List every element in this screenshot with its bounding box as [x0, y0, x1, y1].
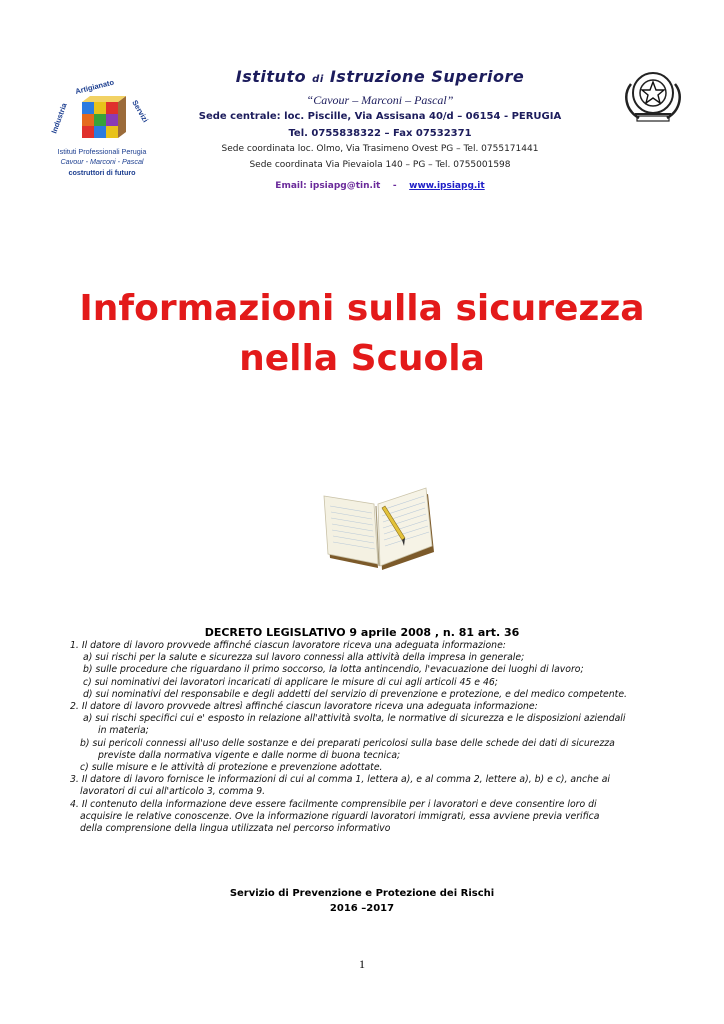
logo-arc-servizi: Servizi	[130, 98, 151, 124]
sede-centrale-address: Sede centrale: loc. Piscille, Via Assisana 40/d – 06154 - PERUGIA	[198, 111, 562, 122]
logo-line-3: costruttori di futuro	[68, 168, 136, 177]
website-link[interactable]: www.ipsiapg.it	[409, 181, 485, 191]
decree-line: 4. Il contenuto della informazione deve essere facilmente comprensibile per i lavoratori e deve consentire loro di	[70, 798, 597, 810]
sede-coordinata-pievaiola: Sede coordinata Via Pievaiola 140 – PG – Tel. 0755001598	[249, 160, 511, 170]
tel-fax: Tel. 0755838322 – Fax 07532371	[288, 128, 472, 139]
decree-line: c) sui nominativi dei lavoratori incaricati di applicare le misure di cui agli articoli 45 e 46;	[83, 676, 498, 688]
main-title	[20, 284, 704, 384]
page-number: 1	[359, 957, 365, 971]
decree-line: 3. Il datore di lavoro fornisce le informazioni di cui al comma 1, lettera a), e al comma 2, lettere a), b) e c), anche ai	[70, 774, 610, 786]
school-title	[160, 67, 600, 86]
decree-line: c) sulle misure e le attività di protezione e prevenzione adottate.	[80, 762, 383, 774]
school-title-istituto: Istituto	[235, 67, 307, 86]
decree-line: previste dalla normativa vigente e dalle norme di buona tecnica;	[98, 749, 401, 761]
decree-line: in materia;	[98, 725, 149, 737]
school-title-di: di	[312, 74, 324, 85]
open-book-with-pen-icon	[316, 480, 440, 578]
decree-line: acquisire le relative conoscenze. Ove la informazione riguardi lavoratori immigrati, essa avviene previa verifica	[80, 810, 600, 822]
decree-line: a) sui rischi specifici cui e' esposto in relazione all'attività svolta, le normative di sicurezza e le disposizioni aziendali	[83, 713, 626, 725]
sede-coordinata-olmo: Sede coordinata loc. Olmo, Via Trasimeno Ovest PG – Tel. 0755171441	[221, 144, 539, 154]
school-title-rest: Istruzione Superiore	[329, 67, 525, 86]
contact-separator: -	[392, 181, 397, 191]
decree-body	[70, 640, 670, 835]
decree-line: b) sui pericoli connessi all'uso delle sostanze e dei preparati pericolosi sulla base delle schede dei dati di sicurezza	[80, 737, 615, 749]
decree-line: b) sulle procedure che riguardano il primo soccorso, la lotta antincendio, l'evacuazione dei luoghi di lavoro;	[83, 664, 584, 676]
italian-republic-emblem-icon	[617, 64, 689, 126]
decree-title: DECRETO LEGISLATIVO 9 aprile 2008 , n. 81 art. 36	[204, 626, 520, 639]
logo-line-1: Istituti Professionali Perugia	[57, 147, 147, 156]
logo-arc-industria: Industria	[49, 101, 69, 135]
decree-line: d) sui nominativi del responsabile e degli addetti del servizio di prevenzione e protezione, e del medico competente.	[83, 688, 627, 700]
logo-line-2: Cavour - Marconi - Pascal	[60, 157, 144, 166]
main-title-line-1: Informazioni sulla sicurezza	[79, 288, 645, 329]
service-name: Servizio di Prevenzione e Protezione dei Rischi	[229, 888, 495, 899]
decree-line: 2. Il datore di lavoro provvede altresì affinché ciascun lavoratore riceva una adeguata informazione:	[70, 701, 538, 713]
decree-line: della comprensione della lingua utilizzata nel percorso informativo	[80, 823, 391, 835]
decree-line: a) sui rischi per la salute e sicurezza sul lavoro connessi alla attività della impresa in generale;	[83, 652, 525, 664]
decree-line: lavoratori di cui all'articolo 3, comma 9.	[80, 786, 266, 798]
contact-line	[160, 181, 600, 191]
school-logo	[36, 72, 168, 184]
school-year: 2016 –2017	[329, 903, 395, 914]
main-title-line-2: nella Scuola	[239, 338, 485, 379]
school-subtitle: “Cavour – Marconi – Pascal”	[306, 93, 454, 107]
email-text: Email: ipsiapg@tin.it	[275, 181, 381, 191]
logo-cube-icon	[82, 96, 126, 138]
decree-line: 1. Il datore di lavoro provvede affinché ciascun lavoratore riceva una adeguata informazione:	[70, 640, 506, 651]
logo-arc-artigianato: Artigianato	[74, 77, 115, 96]
